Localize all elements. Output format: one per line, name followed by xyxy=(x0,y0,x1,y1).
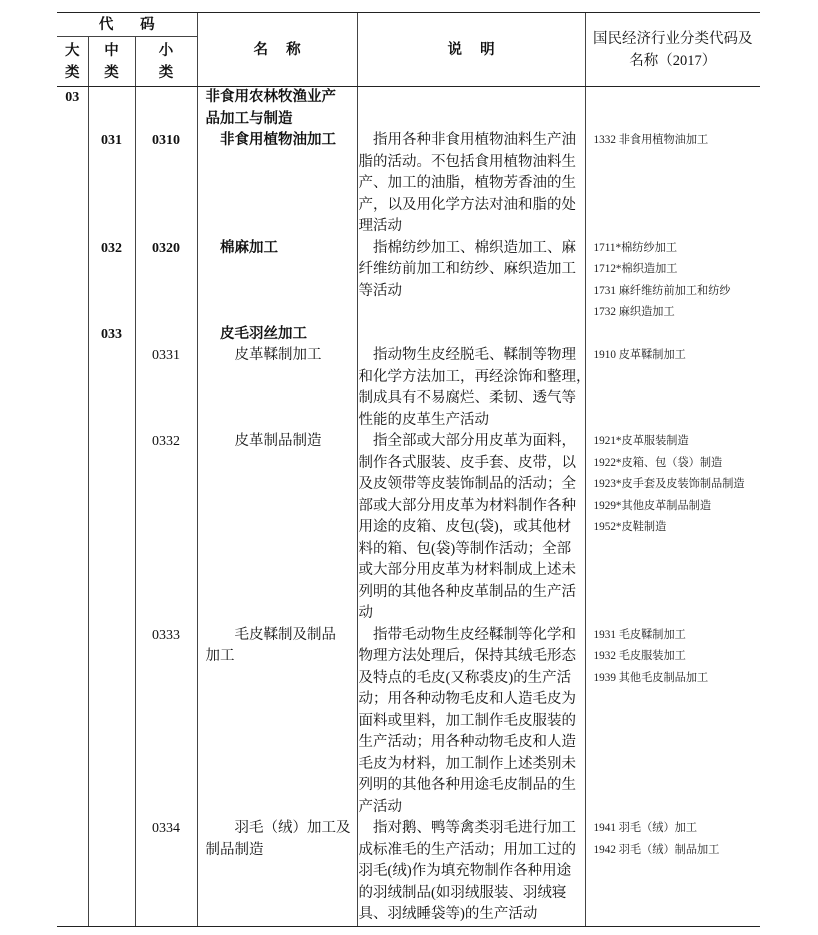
gb-code-item: 1731 麻纤维纺前加工和纺纱 xyxy=(593,284,731,297)
name-cell xyxy=(197,87,357,131)
name-line: 制品制造 xyxy=(205,841,264,858)
gb-code-item: 1712*棉织造加工 xyxy=(593,263,678,275)
name-cell xyxy=(197,625,357,819)
description-line: 动；用各种动物毛皮和人造毛皮为 xyxy=(358,691,577,707)
description-line: 及特点的毛皮(又称裘皮)的生产活 xyxy=(358,669,572,686)
description-line: 脂的活动。不包括食用植物油料生 xyxy=(358,153,577,170)
gb-code-item: 1923*皮手套及皮装饰制品制造 xyxy=(593,478,745,490)
name-line: 非食用植物油加工 xyxy=(220,132,337,148)
description-line: 和化学方法加工，再经涂饰和整理， xyxy=(358,368,591,385)
gb-code-item: 1941 羽毛（绒）加工 xyxy=(593,822,698,834)
description-line: 指对鹅、鸭等禽类羽毛进行加工 xyxy=(373,820,577,836)
minor-code-cell: 0334 xyxy=(135,818,197,926)
name-line: 皮革鞣制加工 xyxy=(234,347,322,363)
header-major-class-label: 大类 xyxy=(65,42,80,81)
gb-code-cell xyxy=(585,431,760,625)
description-cell xyxy=(357,345,591,431)
gb-code-item: 1921*皮革服装制造 xyxy=(593,435,689,447)
minor-code-cell: 0310 xyxy=(135,130,197,238)
name-line: 皮革制品制造 xyxy=(234,433,322,449)
description-cell xyxy=(357,818,585,926)
header-name: 名 称 xyxy=(197,13,357,87)
gb-code-item: 1332 非食用植物油加工 xyxy=(593,134,709,146)
table-row xyxy=(57,87,760,131)
description-line: 的羽绒制品(如羽绒服装、羽绒寝 xyxy=(358,884,567,901)
medium-code-cell: 031 xyxy=(88,130,135,238)
table-row xyxy=(57,818,760,926)
gb-code-cell xyxy=(585,625,760,819)
header-description: 说 明 xyxy=(357,13,585,87)
header-medium-class-label: 中类 xyxy=(104,42,119,81)
header-medium-class xyxy=(88,37,135,87)
description-line: 成标准毛的生产活动；用加工过的 xyxy=(358,841,577,858)
description-cell xyxy=(357,431,585,625)
gb-code-item: 1929*其他皮革制品制造 xyxy=(593,499,712,512)
medium-code-cell xyxy=(88,345,135,431)
description-line: 用途的皮箱、皮包(袋)，或其他材 xyxy=(358,519,572,535)
gb-code-item: 1932 毛皮服装加工 xyxy=(593,650,686,662)
description-line: 或大部分用皮革为材料制成上述未 xyxy=(358,562,577,578)
medium-code-cell: 033 xyxy=(88,324,135,346)
name-cell xyxy=(197,431,357,625)
description-line: 制成具有不易腐烂、柔韧、透气等 xyxy=(358,390,577,406)
description-line: 羽毛(绒)作为填充物制作各种用途 xyxy=(358,863,572,879)
header-code-group: 代 码 xyxy=(57,13,197,37)
minor-code-cell: 0320 xyxy=(135,238,197,324)
description-line: 产活动 xyxy=(358,798,403,815)
description-line: 列明的其他各种皮革制品的生产活 xyxy=(358,583,577,600)
name-line: 皮毛羽丝加工 xyxy=(220,325,308,342)
name-line: 品加工与制造 xyxy=(205,110,293,127)
minor-code-cell xyxy=(135,87,197,131)
header-gb-code-label: 国民经济行业分类代码及名称（2017） xyxy=(593,30,753,69)
table-row xyxy=(57,324,760,346)
description-line: 部或大部分用皮革为材料制作各种 xyxy=(358,497,577,514)
medium-code-cell: 032 xyxy=(88,238,135,324)
description-line: 纤维纺前加工和纺纱、麻织造加工 xyxy=(358,261,577,277)
name-cell xyxy=(197,818,357,926)
major-code-cell xyxy=(57,345,88,431)
gb-code-cell xyxy=(585,818,760,926)
major-code-cell xyxy=(57,431,88,625)
name-line: 非食用农林牧渔业产 xyxy=(205,89,337,105)
name-line: 毛皮鞣制及制品 xyxy=(234,626,337,643)
gb-code-cell xyxy=(585,238,760,324)
description-line: 指带毛动物生皮经鞣制等化学和 xyxy=(373,626,577,643)
gb-code-item: 1711*棉纺纱加工 xyxy=(593,241,678,254)
name-cell xyxy=(197,324,357,346)
description-line: 动 xyxy=(358,605,374,621)
gb-code-cell xyxy=(585,345,760,431)
gb-code-item: 1922*皮箱、包（袋）制造 xyxy=(593,456,723,469)
name-cell xyxy=(197,238,357,324)
description-line: 性能的皮革生产活动 xyxy=(358,411,490,428)
table-row xyxy=(57,130,760,238)
header-gb-code xyxy=(585,13,760,87)
description-line: 指全部或大部分用皮革为面料， xyxy=(373,433,577,449)
medium-code-cell xyxy=(88,87,135,131)
description-cell xyxy=(357,130,585,238)
description-line: 指动物生皮经脱毛、鞣制等物理 xyxy=(373,347,577,363)
major-code-cell xyxy=(57,625,88,819)
minor-code-cell: 0331 xyxy=(135,345,197,431)
header-minor-class-label: 小类 xyxy=(158,42,174,81)
gb-code-item: 1931 毛皮鞣制加工 xyxy=(593,628,686,641)
major-code-cell xyxy=(57,238,88,324)
description-line: 制作各式服装、皮手套、皮带，以 xyxy=(358,454,577,471)
description-cell xyxy=(357,238,585,324)
major-code-cell xyxy=(57,818,88,926)
description-line: 指用各种非食用植物油料生产油 xyxy=(373,132,577,148)
medium-code-cell xyxy=(88,625,135,819)
description-line: 理活动 xyxy=(358,218,403,234)
description-cell xyxy=(357,324,585,346)
medium-code-cell xyxy=(88,431,135,625)
minor-code-cell: 0332 xyxy=(135,431,197,625)
header-minor-class xyxy=(135,37,197,87)
description-line: 具、羽绒睡袋等)的生产活动 xyxy=(358,906,538,922)
name-cell xyxy=(197,345,357,431)
table-row xyxy=(57,345,760,431)
gb-code-item: 1952*皮鞋制造 xyxy=(593,521,667,533)
description-cell xyxy=(357,87,585,131)
gb-code-item: 1732 麻织造加工 xyxy=(593,306,675,318)
table-header xyxy=(57,13,760,87)
name-line: 羽毛（绒）加工及 xyxy=(234,820,351,836)
header-major-class xyxy=(57,37,88,87)
description-line: 面料或里料，加工制作毛皮服装的 xyxy=(358,712,577,729)
description-line: 指棉纺纱加工、棉织造加工、麻 xyxy=(373,239,577,256)
gb-code-cell xyxy=(585,324,760,346)
table-body xyxy=(57,87,760,927)
description-line: 物理方法处理后，保持其绒毛形态 xyxy=(358,648,577,664)
description-cell xyxy=(357,625,585,819)
table-row xyxy=(57,238,760,324)
description-line: 及皮领带等皮装饰制品的活动；全 xyxy=(358,476,577,492)
description-line: 料的箱、包(袋)等制作活动；全部 xyxy=(358,540,572,557)
description-line: 列明的其他各种用途毛皮制品的生 xyxy=(358,777,577,793)
major-code-cell: 03 xyxy=(65,90,80,105)
description-line: 产、加工的油脂，植物芳香油的生 xyxy=(358,175,577,191)
gb-code-item: 1942 羽毛（绒）制品加工 xyxy=(593,843,720,856)
table-row xyxy=(57,625,760,819)
classification-table xyxy=(57,12,760,927)
minor-code-cell xyxy=(135,324,197,346)
name-line: 加工 xyxy=(205,648,235,664)
gb-code-cell xyxy=(585,130,760,238)
description-line: 等活动 xyxy=(358,282,403,299)
medium-code-cell xyxy=(88,818,135,926)
minor-code-cell: 0333 xyxy=(135,625,197,819)
major-code-cell xyxy=(57,130,88,238)
gb-code-item: 1910 皮革鞣制加工 xyxy=(593,349,686,361)
description-line: 产，以及用化学方法对油和脂的处 xyxy=(358,196,577,213)
header-row xyxy=(57,13,760,37)
description-line: 生产活动；用各种动物毛皮和人造 xyxy=(358,734,577,750)
name-line: 棉麻加工 xyxy=(220,239,279,256)
gb-code-cell xyxy=(585,87,760,131)
name-cell xyxy=(197,130,357,238)
gb-code-item: 1939 其他毛皮制品加工 xyxy=(593,671,709,684)
major-code-cell xyxy=(57,324,88,346)
table-row xyxy=(57,431,760,625)
description-line: 毛皮为材料，加工制作上述类别未 xyxy=(358,755,577,772)
